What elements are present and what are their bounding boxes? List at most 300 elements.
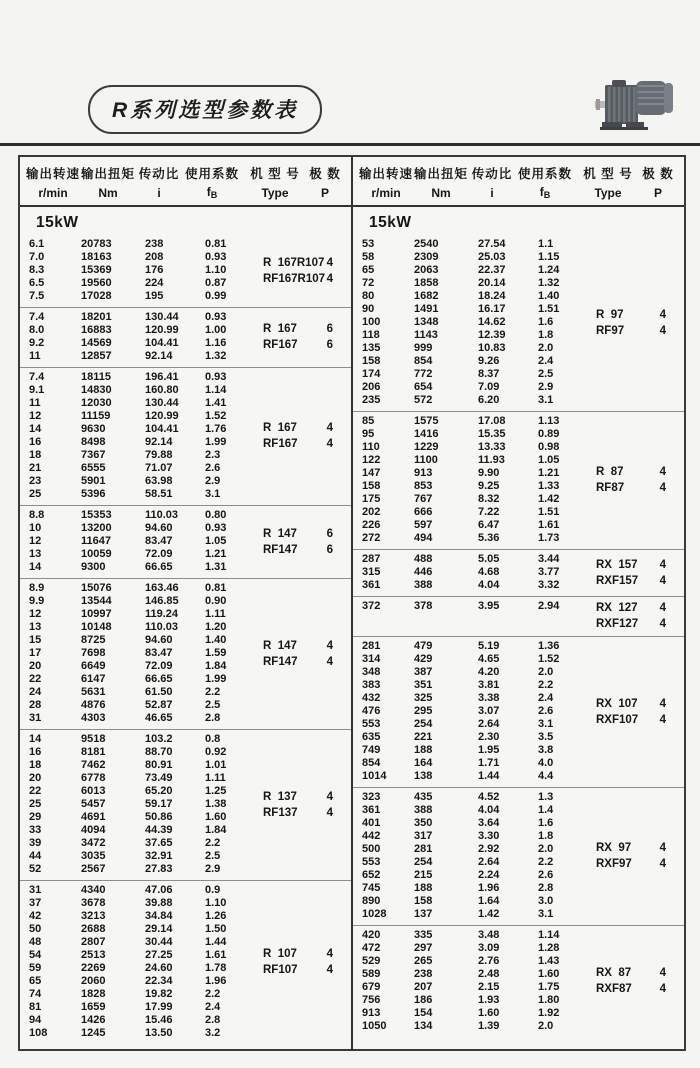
- service-factor-value: 2.9: [538, 381, 554, 393]
- ratio-value: 3.81: [478, 679, 500, 691]
- ratio-value: 2.30: [478, 731, 500, 743]
- service-factor-value: 3.1: [538, 394, 554, 406]
- power-rating-label: 15kW: [36, 214, 79, 231]
- torque-value: 164: [414, 757, 433, 769]
- ratio-value: 6.47: [478, 519, 500, 531]
- torque-value: 12030: [81, 397, 112, 409]
- torque-value: 999: [414, 342, 433, 354]
- pole-count: 4: [326, 256, 333, 269]
- service-factor-value: 1.52: [538, 653, 560, 665]
- torque-value: 772: [414, 368, 433, 380]
- model-type: R 87: [596, 466, 624, 478]
- speed-value: 20: [29, 660, 42, 672]
- data-rows: [362, 929, 582, 1033]
- header-col-speed-cn: 输出转速: [359, 167, 414, 181]
- rating-group: [20, 880, 351, 1044]
- service-factor-value: 1.4: [538, 804, 554, 816]
- torque-value: 2513: [81, 949, 106, 961]
- type-line: [582, 480, 684, 496]
- header-col-ratio-cn: 传动比: [138, 167, 180, 181]
- pole-count: 4: [659, 618, 666, 630]
- torque-value: 20783: [81, 238, 112, 250]
- ratio-value: 2.76: [478, 955, 500, 967]
- speed-value: 323: [362, 791, 381, 803]
- torque-value: 238: [414, 968, 433, 980]
- torque-value: 1100: [414, 454, 438, 466]
- torque-value: 16883: [81, 324, 112, 336]
- torque-value: 479: [414, 640, 433, 652]
- ratio-value: 176: [145, 264, 164, 276]
- ratio-value: 44.39: [145, 824, 173, 836]
- header-col-ratio-unit: i: [157, 186, 161, 200]
- speed-value: 17: [29, 647, 42, 659]
- service-factor-value: 2.4: [205, 1001, 221, 1013]
- ratio-value: 2.48: [478, 968, 500, 980]
- pole-count: 4: [659, 697, 666, 710]
- header-col-service-factor: [515, 164, 575, 200]
- speed-value: 85: [362, 415, 375, 427]
- torque-value: 666: [414, 506, 433, 518]
- service-factor-value: 2.0: [538, 843, 554, 855]
- ratio-value: 17.08: [478, 415, 506, 427]
- ratio-value: 4.52: [478, 791, 500, 803]
- ratio-value: 30.44: [145, 936, 173, 948]
- ratio-value: 3.09: [478, 942, 500, 954]
- pole-count: 4: [659, 324, 666, 337]
- model-type: RF167: [263, 438, 298, 450]
- speed-value: 28: [29, 699, 42, 711]
- header-col-speed-unit: r/min: [371, 186, 401, 200]
- speed-value: 81: [29, 1001, 42, 1013]
- ratio-value: 13.50: [145, 1027, 173, 1039]
- torque-value: 14830: [81, 384, 112, 396]
- ratio-value: 238: [145, 238, 164, 250]
- speed-value: 52: [29, 863, 42, 875]
- ratio-value: 65.20: [145, 785, 173, 797]
- ratio-value: 80.91: [145, 759, 173, 771]
- speed-value: 14: [29, 733, 42, 745]
- table-header-right: [353, 157, 684, 205]
- header-col-service-factor-unit: fB: [206, 185, 218, 200]
- type-line: [249, 946, 351, 962]
- torque-value: 446: [414, 566, 433, 578]
- model-type: RF167R107: [263, 272, 326, 285]
- service-factor-value: 1.99: [205, 436, 227, 448]
- rating-group: [353, 636, 684, 787]
- power-rating-label: 15kW: [369, 214, 412, 231]
- header-col-service-factor-cn: 使用系数: [517, 167, 572, 181]
- service-factor-value: 3.8: [538, 744, 554, 756]
- service-factor-value: 1.16: [205, 337, 227, 349]
- speed-value: 7.4: [29, 371, 45, 383]
- torque-value: 1229: [414, 441, 439, 453]
- ratio-value: 2.24: [478, 869, 500, 881]
- service-factor-value: 1.60: [538, 968, 560, 980]
- torque-value: 11647: [81, 535, 111, 547]
- speed-value: 913: [362, 1007, 381, 1019]
- speed-value: 589: [362, 968, 381, 980]
- page-top: [0, 0, 700, 143]
- rating-group: [20, 729, 351, 880]
- data-rows: [29, 509, 249, 574]
- model-type: R 167: [263, 422, 297, 434]
- torque-value: 254: [414, 718, 433, 730]
- ratio-value: 17.99: [145, 1001, 173, 1013]
- service-factor-value: 0.90: [205, 595, 227, 607]
- service-factor-value: 2.2: [538, 856, 554, 868]
- pole-count: 6: [326, 527, 333, 540]
- type-column: [582, 553, 684, 592]
- ratio-value: 195: [145, 290, 164, 302]
- service-factor-value: 1.05: [538, 454, 560, 466]
- ratio-value: 92.14: [145, 350, 173, 362]
- speed-value: 21: [29, 462, 42, 474]
- header-col-torque-cn: 输出扭矩: [80, 167, 135, 181]
- pole-count: 4: [326, 806, 333, 819]
- torque-value: 297: [414, 942, 433, 954]
- pole-count: 4: [659, 558, 666, 571]
- model-type: RXF107: [596, 713, 639, 726]
- service-factor-value: 0.98: [538, 441, 560, 453]
- torque-value: 14569: [81, 337, 112, 349]
- speed-value: 122: [362, 454, 381, 466]
- torque-value: 12857: [81, 350, 112, 362]
- model-type: RF107: [263, 964, 298, 976]
- speed-value: 9.2: [29, 337, 45, 349]
- torque-value: 7698: [81, 647, 106, 659]
- torque-value: 1575: [414, 415, 439, 427]
- torque-value: 597: [414, 519, 433, 531]
- speed-value: 14: [29, 423, 42, 435]
- service-factor-value: 2.0: [538, 666, 554, 678]
- data-rows: [29, 311, 249, 363]
- table-header-left: [20, 157, 353, 205]
- ratio-value: 9.25: [478, 480, 500, 492]
- service-factor-value: 1.38: [205, 798, 227, 810]
- ratio-value: 224: [145, 277, 164, 289]
- speed-value: 7.0: [29, 251, 45, 263]
- ratio-value: 5.19: [478, 640, 500, 652]
- speed-value: 348: [362, 666, 381, 678]
- speed-value: 314: [362, 653, 381, 665]
- service-factor-value: 1.84: [205, 660, 227, 672]
- type-line: [582, 307, 684, 323]
- service-factor-value: 1.99: [205, 673, 227, 685]
- service-factor-value: 1.11: [205, 608, 226, 620]
- header-col-torque: [80, 164, 136, 200]
- data-rows: [362, 415, 582, 545]
- torque-value: 295: [414, 705, 433, 717]
- header-col-type-cn: 机 型 号: [250, 167, 300, 181]
- torque-value: 221: [414, 731, 433, 743]
- torque-value: 2269: [81, 962, 106, 974]
- ratio-value: 59.17: [145, 798, 173, 810]
- torque-value: 188: [414, 882, 433, 894]
- speed-value: 24: [29, 686, 42, 698]
- ratio-value: 37.65: [145, 837, 173, 849]
- speed-value: 80: [362, 290, 375, 302]
- ratio-value: 7.22: [478, 506, 500, 518]
- header-col-torque: [413, 164, 469, 200]
- data-rows: [29, 884, 249, 1040]
- speed-value: 472: [362, 942, 381, 954]
- type-line: [582, 712, 684, 728]
- speed-value: 8.3: [29, 264, 45, 276]
- speed-value: 361: [362, 579, 381, 591]
- table-column-right: [353, 207, 684, 1051]
- speed-value: 110: [362, 441, 380, 453]
- torque-value: 853: [414, 480, 433, 492]
- ratio-value: 8.37: [478, 368, 500, 380]
- speed-value: 22: [29, 673, 42, 685]
- model-type: R 107: [263, 948, 297, 960]
- service-factor-value: 1.43: [538, 955, 560, 967]
- torque-value: 11159: [81, 410, 111, 422]
- ratio-value: 72.09: [145, 548, 173, 560]
- ratio-value: 27.54: [478, 238, 506, 250]
- service-factor-value: 1.41: [205, 397, 227, 409]
- type-column: [249, 509, 351, 574]
- service-factor-value: 1.05: [205, 535, 227, 547]
- header-col-type: [575, 164, 641, 200]
- torque-value: 154: [414, 1007, 433, 1019]
- speed-value: 272: [362, 532, 381, 544]
- speed-value: 15: [29, 634, 42, 646]
- speed-value: 8.0: [29, 324, 45, 336]
- torque-value: 3213: [81, 910, 106, 922]
- speed-value: 745: [362, 882, 381, 894]
- service-factor-value: 1.40: [538, 290, 560, 302]
- speed-value: 6.1: [29, 238, 45, 250]
- speed-value: 90: [362, 303, 375, 315]
- header-col-type: [242, 164, 308, 200]
- service-factor-value: 2.0: [538, 1020, 554, 1032]
- speed-value: 16: [29, 746, 42, 758]
- header-col-type-cn: 机 型 号: [583, 167, 633, 181]
- torque-value: 2063: [414, 264, 439, 276]
- speed-value: 25: [29, 798, 42, 810]
- speed-value: 135: [362, 342, 381, 354]
- ratio-value: 2.92: [478, 843, 500, 855]
- model-type: R 97: [596, 308, 624, 321]
- header-col-type-unit: Type: [261, 186, 289, 200]
- type-line: [582, 323, 684, 339]
- selection-parameter-table: [18, 155, 686, 1051]
- speed-value: 476: [362, 705, 381, 717]
- service-factor-value: 2.6: [205, 462, 221, 474]
- ratio-value: 8.32: [478, 493, 500, 505]
- service-factor-value: 1.8: [538, 830, 554, 842]
- torque-value: 325: [414, 692, 433, 704]
- service-factor-value: 4.4: [538, 770, 554, 782]
- torque-value: 15369: [81, 264, 112, 276]
- model-type: RF87: [596, 482, 625, 494]
- data-rows: [29, 733, 249, 876]
- ratio-value: 19.82: [145, 988, 173, 1000]
- speed-value: 854: [362, 757, 381, 769]
- service-factor-value: 2.2: [205, 686, 221, 698]
- type-line: [249, 805, 351, 821]
- type-line: [249, 321, 351, 337]
- torque-value: 6555: [81, 462, 106, 474]
- speed-value: 65: [362, 264, 375, 276]
- speed-value: 652: [362, 869, 381, 881]
- ratio-value: 4.65: [478, 653, 500, 665]
- ratio-value: 163.46: [145, 582, 179, 594]
- pole-count: 4: [659, 983, 666, 995]
- model-type: RXF87: [596, 983, 632, 995]
- pole-count: 4: [326, 422, 333, 434]
- header-col-ratio-unit: i: [490, 186, 494, 200]
- service-factor-value: 1.10: [205, 264, 227, 276]
- model-type: RX 87: [596, 967, 632, 979]
- ratio-value: 58.51: [145, 488, 173, 500]
- torque-value: 13544: [81, 595, 112, 607]
- model-type: RXF157: [596, 574, 639, 587]
- ratio-value: 208: [145, 251, 164, 263]
- torque-value: 10997: [81, 608, 112, 620]
- torque-value: 254: [414, 856, 433, 868]
- speed-value: 100: [362, 316, 381, 328]
- pole-count: 4: [326, 438, 333, 450]
- speed-value: 72: [362, 277, 375, 289]
- service-factor-value: 1.42: [538, 493, 560, 505]
- service-factor-value: 2.3: [205, 449, 221, 461]
- ratio-value: 24.60: [145, 962, 173, 974]
- ratio-value: 3.38: [478, 692, 500, 704]
- torque-value: 2060: [81, 975, 106, 987]
- ratio-value: 39.88: [145, 897, 173, 909]
- page-title: [88, 85, 322, 134]
- speed-value: 401: [362, 817, 381, 829]
- ratio-value: 120.99: [145, 324, 179, 336]
- ratio-value: 83.47: [145, 647, 173, 659]
- service-factor-value: 1.24: [538, 264, 560, 276]
- header-col-poles: [641, 164, 675, 200]
- service-factor-value: 1.80: [538, 994, 560, 1006]
- ratio-value: 104.41: [145, 337, 179, 349]
- service-factor-value: 3.1: [205, 488, 221, 500]
- header-col-ratio: [136, 164, 182, 200]
- service-factor-value: 1.75: [538, 981, 560, 993]
- torque-value: 3472: [81, 837, 106, 849]
- type-line: [249, 789, 351, 805]
- torque-value: 138: [414, 770, 433, 782]
- torque-value: 5396: [81, 488, 106, 500]
- ratio-value: 63.98: [145, 475, 173, 487]
- service-factor-value: 1.60: [205, 811, 227, 823]
- torque-value: 2688: [81, 923, 106, 935]
- torque-value: 2807: [81, 936, 106, 948]
- service-factor-value: 1.32: [205, 350, 227, 362]
- speed-value: 287: [362, 553, 381, 565]
- service-factor-value: 2.94: [538, 600, 560, 612]
- speed-value: 54: [29, 949, 42, 961]
- service-factor-value: 1.6: [538, 316, 554, 328]
- ratio-value: 27.25: [145, 949, 173, 961]
- header-col-type-unit: Type: [594, 186, 622, 200]
- service-factor-value: 3.2: [205, 1027, 221, 1039]
- ratio-value: 12.39: [478, 329, 506, 341]
- speed-value: 281: [362, 640, 381, 652]
- ratio-value: 9.26: [478, 355, 500, 367]
- speed-value: 94: [29, 1014, 42, 1026]
- service-factor-value: 2.4: [538, 355, 554, 367]
- speed-value: 7.5: [29, 290, 45, 302]
- service-factor-value: 0.99: [205, 290, 227, 302]
- ratio-value: 16.17: [478, 303, 506, 315]
- torque-value: 158: [414, 895, 433, 907]
- type-line: [582, 965, 684, 981]
- service-factor-value: 0.8: [205, 733, 221, 745]
- torque-value: 207: [414, 981, 433, 993]
- model-type: R 147: [263, 527, 297, 540]
- torque-value: 654: [414, 381, 433, 393]
- ratio-value: 14.62: [478, 316, 506, 328]
- torque-value: 8498: [81, 436, 106, 448]
- torque-value: 494: [414, 532, 433, 544]
- speed-value: 95: [362, 428, 375, 440]
- type-line: [582, 573, 684, 589]
- service-factor-value: 2.9: [205, 475, 221, 487]
- rating-group: [20, 235, 351, 307]
- torque-value: 8725: [81, 634, 106, 646]
- pole-count: 4: [326, 655, 333, 668]
- speed-value: 33: [29, 824, 42, 836]
- service-factor-value: 1.73: [538, 532, 560, 544]
- torque-value: 335: [414, 929, 433, 941]
- header-col-poles-unit: P: [653, 186, 662, 200]
- ratio-value: 146.85: [145, 595, 179, 607]
- service-factor-value: 1.59: [205, 647, 227, 659]
- type-column: [249, 582, 351, 725]
- service-factor-value: 3.1: [538, 718, 554, 730]
- service-factor-value: 0.93: [205, 522, 227, 534]
- service-factor-value: 2.4: [538, 692, 554, 704]
- data-rows: [362, 600, 582, 632]
- service-factor-value: 2.5: [205, 850, 221, 862]
- type-column: [582, 238, 684, 407]
- speed-value: 9.9: [29, 595, 45, 607]
- torque-value: 15076: [81, 582, 112, 594]
- ratio-value: 18.24: [478, 290, 506, 302]
- service-factor-value: 1.44: [205, 936, 227, 948]
- service-factor-value: 1.11: [205, 772, 226, 784]
- torque-value: 265: [414, 955, 433, 967]
- speed-value: 9.1: [29, 384, 45, 396]
- service-factor-value: 2.0: [538, 342, 554, 354]
- speed-value: 12: [29, 608, 42, 620]
- ratio-value: 130.44: [145, 397, 179, 409]
- rating-group: [353, 235, 684, 411]
- ratio-value: 1.96: [478, 882, 500, 894]
- service-factor-value: 1.14: [205, 384, 227, 396]
- model-type: RF167: [263, 339, 298, 351]
- ratio-value: 25.03: [478, 251, 506, 263]
- table-header-row: [20, 157, 684, 207]
- torque-value: 429: [414, 653, 433, 665]
- service-factor-value: 1.32: [538, 277, 560, 289]
- torque-value: 19560: [81, 277, 112, 289]
- service-factor-value: 1.20: [205, 621, 227, 633]
- ratio-value: 1.42: [478, 908, 500, 920]
- torque-value: 6013: [81, 785, 106, 797]
- type-line: [249, 654, 351, 670]
- speed-value: 118: [362, 329, 380, 341]
- service-factor-value: 1.25: [205, 785, 227, 797]
- speed-value: 23: [29, 475, 42, 487]
- ratio-value: 94.60: [145, 634, 173, 646]
